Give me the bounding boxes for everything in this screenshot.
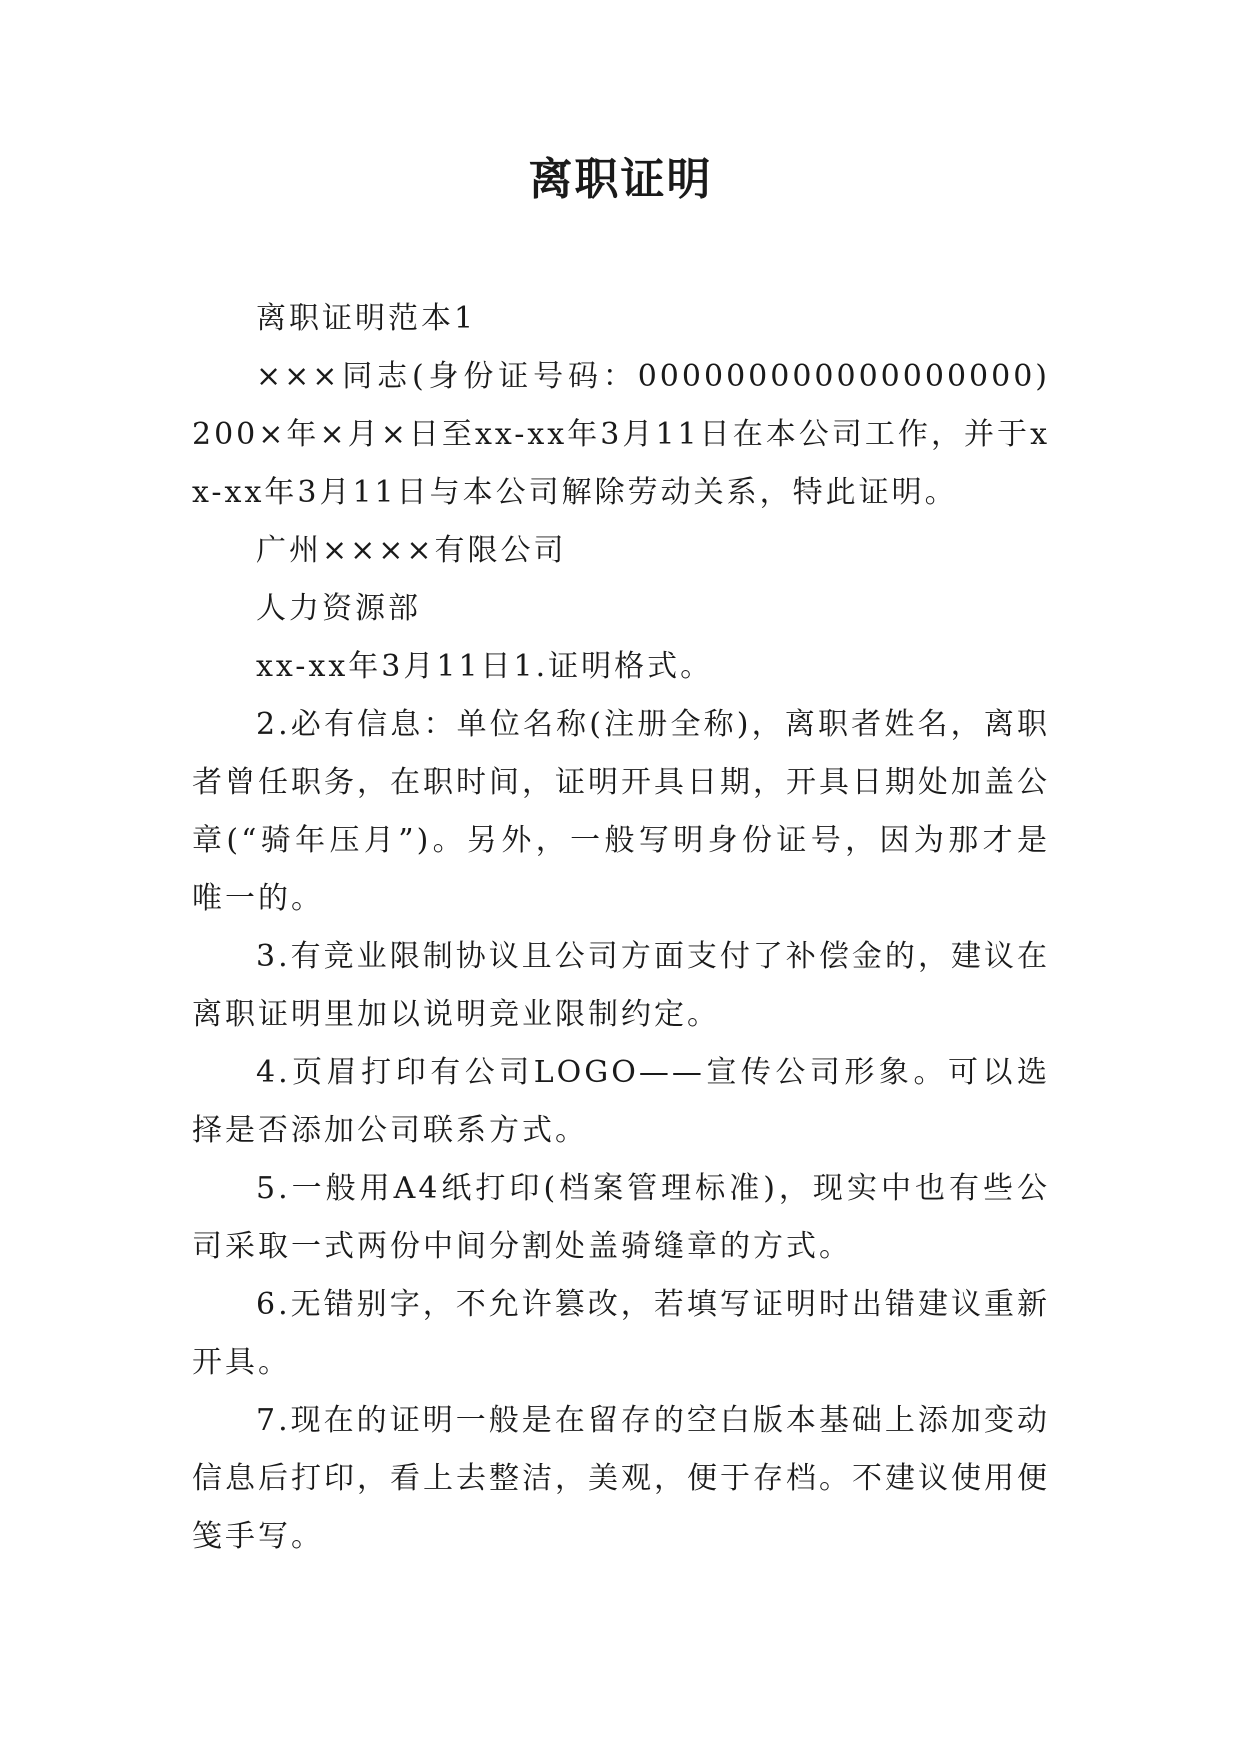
- paragraph-required-info: 2.必有信息：单位名称(注册全称)，离职者姓名，离职者曾任职务，在职时间，证明开具日期，开具日期处加盖公章(“骑年压月”)。另外，一般写明身份证号，因为那才是唯一的。: [192, 707, 1050, 916]
- paragraph-logo-header: 4.页眉打印有公司LOGO——宣传公司形象。可以选择是否添加公司联系方式。: [192, 1055, 1050, 1148]
- document-body: [192, 290, 1050, 1566]
- paragraph-department: 人力资源部: [256, 591, 421, 626]
- paragraph-date-and-format: xx-xx年3月11日1.证明格式。: [256, 649, 714, 684]
- paragraph-company-name: 广州××××有限公司: [256, 533, 567, 568]
- paragraph-printing-advice: 7.现在的证明一般是在留存的空白版本基础上添加变动信息后打印，看上去整洁，美观，便于存档。不建议使用便笺手写。: [192, 1403, 1050, 1554]
- paragraph-non-compete: 3.有竞业限制协议且公司方面支付了补偿金的，建议在离职证明里加以说明竞业限制约定。: [192, 939, 1050, 1032]
- paragraph-sample-heading: 离职证明范本1: [256, 301, 477, 336]
- paragraph-no-errors: 6.无错别字，不允许篡改，若填写证明时出错建议重新开具。: [192, 1287, 1050, 1380]
- document-title: 离职证明: [528, 154, 713, 205]
- paragraph-certificate-content: ×××同志(身份证号码：000000000000000000)200×年×月×日至xx-xx年3月11日在本公司工作，并于xx-xx年3月11日与本公司解除劳动关系，特此证明。: [192, 359, 1050, 510]
- paragraph-paper-format: 5.一般用A4纸打印(档案管理标准)，现实中也有些公司采取一式两份中间分割处盖骑缝章的方式。: [192, 1171, 1050, 1264]
